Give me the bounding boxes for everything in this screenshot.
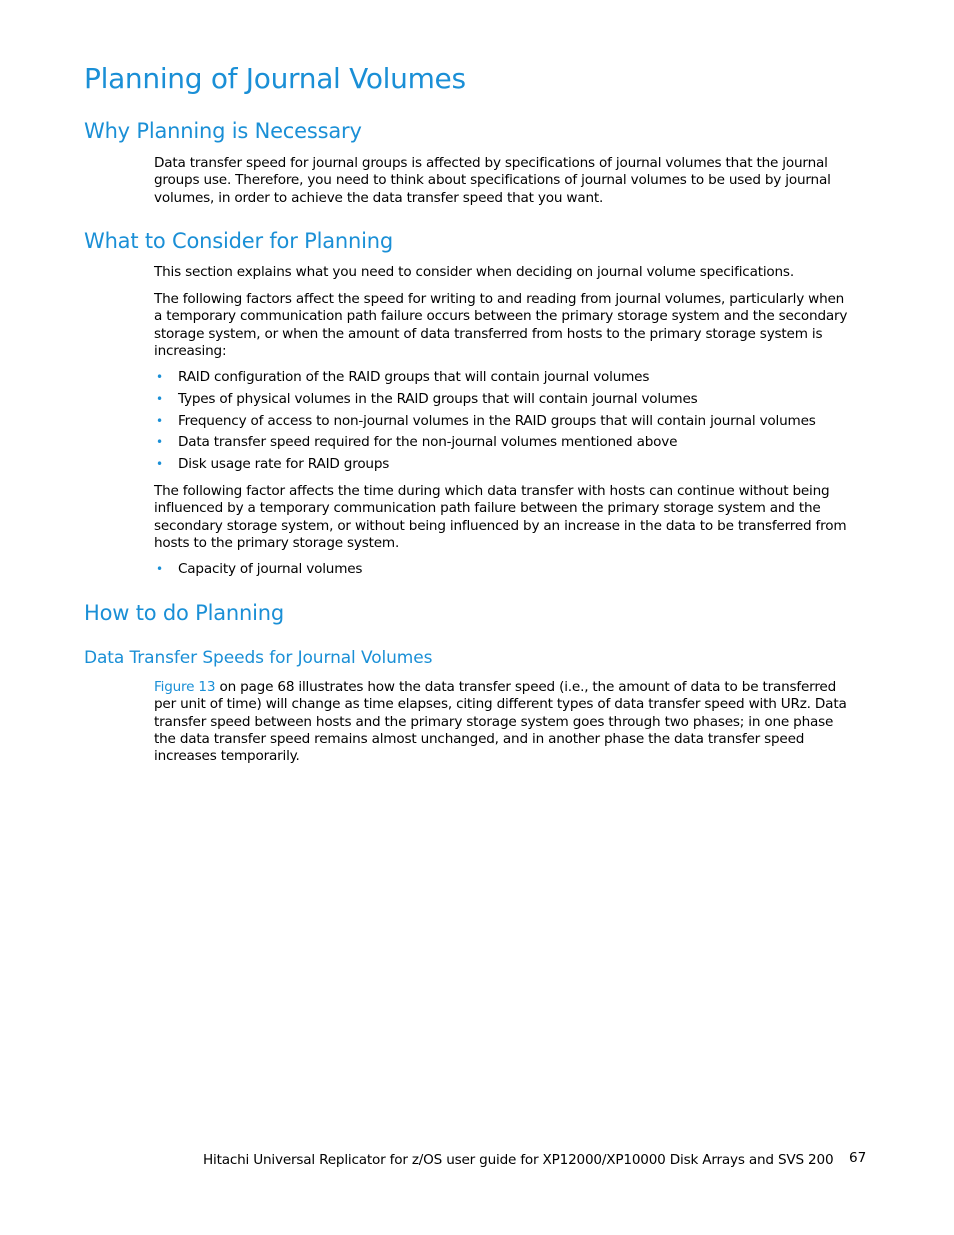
list-item: • Frequency of access to non-journal volumes in the RAID groups that will contain journal volumes: [156, 412, 816, 429]
section-heading-why: Why Planning is Necessary: [84, 119, 362, 143]
footer-title: Hitachi Universal Replicator for z/OS user guide for XP12000/XP10000 Disk Arrays and SVS 200: [203, 1152, 834, 1168]
bullet-icon: •: [156, 457, 163, 472]
bullet-icon: •: [156, 413, 163, 428]
what-paragraph-1: The following factors affect the speed for writing to and reading from journal volumes, particularly when a temporary communication path failure occurs between the primary storage system and the secondary storage system, or when the amount of data transferred from hosts to the primary storage system is increasing:: [154, 291, 848, 359]
how-paragraph: Figure 13 on page 68 illustrates how the data transfer speed (i.e., the amount of data to be transferred per unit of time) will change as time elapses, citing different types of data transfer speed with URz. Data transfer speed between hosts and the primary storage system goes through two phases; in one phase the data transfer speed remains almost unchanged, and in another phase the data transfer speed increases temporarily.: [154, 679, 847, 765]
bullet-icon: •: [156, 370, 163, 384]
list-item: • Types of physical volumes in the RAID groups that will contain journal volumes: [156, 390, 698, 407]
bullet-icon: •: [156, 391, 163, 406]
why-paragraph: Data transfer speed for journal groups is affected by specifications of journal volumes that the journal groups use. Therefore, you need to think about specifications of journal volumes to be used by journal volumes, in order to achieve the data transfer speed that you want.: [154, 155, 831, 206]
section-heading-how: How to do Planning: [84, 601, 284, 625]
what-paragraph-2: The following factor affects the time during which data transfer with hosts can continue without being influenced by a temporary communication path failure between the primary storage system and the secondary storage system, or without being influenced by an increase in the data to be transferred from hosts to the primary storage system.: [154, 483, 847, 551]
factor-list-1: [154, 369, 816, 478]
section-heading-what: What to Consider for Planning: [84, 229, 393, 253]
list-item: • Disk usage rate for RAID groups: [156, 456, 390, 473]
subsection-heading-data-transfer: Data Transfer Speeds for Journal Volumes: [84, 648, 433, 668]
list-item: • Capacity of journal volumes: [156, 561, 363, 577]
factor-list-2: [154, 561, 362, 583]
list-item: • Data transfer speed required for the non-journal volumes mentioned above: [156, 434, 678, 451]
list-item: • RAID configuration of the RAID groups that will contain journal volumes: [156, 369, 650, 385]
what-intro: This section explains what you need to consider when deciding on journal volume specifications.: [154, 264, 794, 280]
page-title: Planning of Journal Volumes: [84, 62, 466, 95]
page-number: 67: [849, 1150, 867, 1166]
bullet-icon: •: [156, 435, 163, 450]
figure-13-link[interactable]: Figure 13: [154, 679, 216, 695]
bullet-icon: •: [156, 562, 163, 576]
